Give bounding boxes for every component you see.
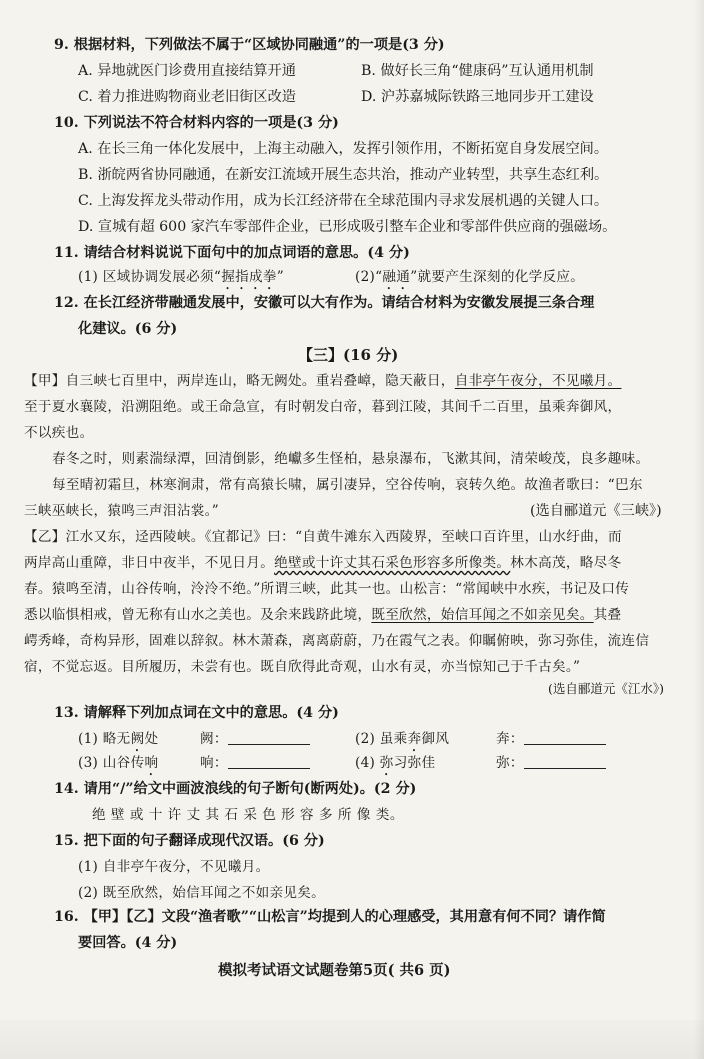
jia-source: (选自郦道元《三峡》) bbox=[530, 503, 662, 519]
q10-option-b: B. 浙皖两省协同融通，在新安江流域开展生态共治，推动产业转型，共享生态红利。 bbox=[78, 167, 609, 183]
q16-line-1: 16. 【甲】【乙】文段“渔者歌”“山松言”均提到人的心理感受，其用意有何不同？请作简 bbox=[54, 909, 606, 925]
q13-answer-2-key: 奔： bbox=[496, 731, 524, 747]
q13-stem: 13. 请解释下列加点词在文中的意思。(4 分) bbox=[54, 705, 339, 721]
jia-line-2: 至于夏水襄陵，沿溯阻绝。或王命急宣，有时朝发白帝，暮到江陵，其间千二百里，虽乘奔御风， bbox=[24, 399, 622, 415]
yi-wavy-sentence: 绝壁或十许丈其石采色形容多所像类。 bbox=[274, 555, 511, 571]
yi-line-4 bbox=[24, 606, 621, 624]
q13-item-2 bbox=[355, 730, 449, 755]
q16-line-2: 要回答。(4 分) bbox=[78, 935, 178, 951]
q13-item-4-text: (4) bbox=[355, 755, 380, 771]
q15-item-1: (1) 自非亭午夜分，不见曦月。 bbox=[78, 859, 270, 875]
q15-item-2: (2) 既至欣然，始信耳闻之不如亲见矣。 bbox=[78, 885, 326, 901]
q11-item-1-end: ” bbox=[276, 269, 285, 285]
q13-item-2-end: 御风 bbox=[421, 731, 450, 747]
q13-answer-2 bbox=[496, 730, 606, 748]
q13-answer-1-key: 阙： bbox=[200, 731, 228, 747]
q13-item-4-dotted: 弥 bbox=[379, 755, 394, 771]
q13-item-2-text: (2) 虽乘 bbox=[355, 731, 408, 747]
q9-option-c: C. 着力推进购物商业老旧街区改造 bbox=[78, 89, 296, 105]
jia-line-4: 春冬之时，则素湍绿潭，回清倒影，绝巘多生怪柏，悬泉瀑布，飞漱其间，清荣峻茂，良多趣味。 bbox=[52, 451, 650, 467]
q13-answer-4-key: 弥： bbox=[496, 755, 524, 771]
q11-item-2-dotted: 融通 bbox=[382, 269, 411, 285]
q12-line-2: 化建议。(6 分) bbox=[78, 321, 178, 337]
q13-answer-3-key: 响： bbox=[200, 755, 228, 771]
scan-right-edge-shadow bbox=[694, 0, 704, 1059]
q13-item-1-text: (1) 略无 bbox=[78, 731, 131, 747]
yi-line-2-text: 两岸高山重障，非日中夜半，不见日月。 bbox=[24, 555, 275, 571]
yi-line-4-text: 悉以临惧相戒，曾无称有山水之美也。及余来践跻此境， bbox=[24, 607, 372, 623]
q11-item-2 bbox=[355, 268, 584, 293]
jia-underlined-sentence: 自非亭午夜分，不见曦月。 bbox=[454, 373, 622, 389]
q14-sentence: 绝 壁 或 十 许 丈 其 石 采 色 形 容 多 所 像 类。 bbox=[92, 807, 404, 823]
q13-item-3-text: (3) 山谷传 bbox=[78, 755, 145, 771]
yi-source: (选自郦道元《江水》) bbox=[548, 681, 665, 696]
jia-line-6: 三峡巫峡长，猿鸣三声泪沾裳。” bbox=[24, 503, 219, 519]
yi-line-5: 崿秀峰，奇构异形，固难以辞叙。林木萧森，离离蔚蔚，乃在霞气之表。仰瞩俯映，弥习弥佳，流连信 bbox=[24, 633, 650, 649]
q13-answer-1 bbox=[200, 730, 310, 748]
q11-stem: 11. 请结合材料说说下面句中的加点词语的意思。(4 分) bbox=[54, 245, 410, 261]
q13-item-1-end: 处 bbox=[144, 731, 159, 747]
q13-item-3 bbox=[78, 754, 158, 779]
yi-line-6: 宿，不觉忘返。目所履历，未尝有也。既自欣得此奇观，山水有灵，亦当惊知己于千古矣。” bbox=[24, 659, 581, 675]
q14-stem: 14. 请用“/”给文中画波浪线的句子断句(断两处)。(2 分) bbox=[54, 781, 417, 797]
q13-answer-3-blank[interactable] bbox=[228, 754, 310, 769]
q15-stem: 15. 把下面的句子翻译成现代汉语。(6 分) bbox=[54, 833, 325, 849]
q11-item-1-text: (1) 区域协调发展必须“ bbox=[78, 269, 222, 285]
q13-answer-3 bbox=[200, 754, 310, 772]
q13-item-1-dotted: 阙 bbox=[130, 731, 145, 747]
jia-line-5: 每至晴初霜旦，林寒涧肃，常有高猿长啸，属引凄异，空谷传响，哀转久绝。故渔者歌曰：“巴东 bbox=[52, 477, 643, 493]
q11-item-2-end: ”就要产生深刻的化学反应。 bbox=[410, 269, 585, 285]
q13-item-3-dotted: 响 bbox=[144, 755, 159, 771]
q13-answer-4-blank[interactable] bbox=[524, 754, 606, 769]
jia-line-3: 不以疾也。 bbox=[24, 425, 94, 441]
q13-item-4 bbox=[355, 754, 435, 779]
q10-option-a: A. 在长三角一体化发展中，上海主动融入，发挥引领作用，不断拓宽自身发展空间。 bbox=[78, 141, 609, 157]
q13-answer-2-blank[interactable] bbox=[524, 730, 606, 745]
yi-line-1: 【乙】江水又东，迳西陵峡。《宜都记》曰：“自黄牛滩东入西陵界，至峡口百许里，山水纡曲，而 bbox=[24, 529, 622, 545]
section-3-title: 【三】(16 分) bbox=[298, 346, 399, 364]
scan-bottom-edge bbox=[0, 1020, 704, 1059]
q13-item-2-dotted: 奔 bbox=[407, 731, 422, 747]
q9-option-a: A. 异地就医门诊费用直接结算开通 bbox=[78, 63, 296, 79]
q9-option-d: D. 沪苏嘉城际铁路三地同步开工建设 bbox=[361, 89, 594, 105]
yi-line-2 bbox=[24, 554, 621, 572]
q13-answer-1-blank[interactable] bbox=[228, 730, 310, 745]
q11-item-1 bbox=[78, 268, 284, 293]
jia-line-1 bbox=[24, 372, 621, 390]
yi-line-4-end: 其叠 bbox=[593, 607, 622, 623]
q11-item-1-dotted: 握指成拳 bbox=[221, 269, 277, 285]
yi-line-3: 春。猿鸣至清，山谷传响，泠泠不绝。”所谓三峡，此其一也。山松言：“常闻峡中水疾，书记及口传 bbox=[24, 581, 630, 597]
q10-option-d: D. 宣城有超 600 家汽车零部件企业，已形成吸引整车企业和零部件供应商的强磁场。 bbox=[78, 219, 617, 235]
yi-line-2-end: 林木高茂，略尽冬 bbox=[510, 555, 622, 571]
q9-option-b: B. 做好长三角“健康码”互认通用机制 bbox=[361, 63, 594, 79]
jia-line-1-text: 【甲】自三峡七百里中，两岸连山，略无阙处。重岩叠嶂，隐天蔽日， bbox=[24, 373, 455, 389]
q12-line-1: 12. 在长江经济带融通发展中，安徽可以大有作为。请结合材料为安徽发展提三条合理 bbox=[54, 295, 595, 311]
q13-item-1 bbox=[78, 730, 158, 755]
q9-stem: 9. 根据材料，下列做法不属于“区域协同融通”的一项是(3 分) bbox=[54, 37, 445, 53]
page-footer: 模拟考试语文试题卷第5页( 共6 页) bbox=[218, 962, 451, 979]
q13-item-4-end: 习弥佳 bbox=[393, 755, 436, 771]
q11-item-2-text: (2)“ bbox=[355, 269, 383, 285]
q10-stem: 10. 下列说法不符合材料内容的一项是(3 分) bbox=[54, 115, 339, 131]
q13-answer-4 bbox=[496, 754, 606, 772]
q10-option-c: C. 上海发挥龙头带动作用，成为长江经济带在全球范围内寻求发展机遇的关键人口。 bbox=[78, 193, 609, 209]
yi-underlined-sentence: 既至欣然，始信耳闻之不如亲见矣。 bbox=[371, 607, 594, 623]
